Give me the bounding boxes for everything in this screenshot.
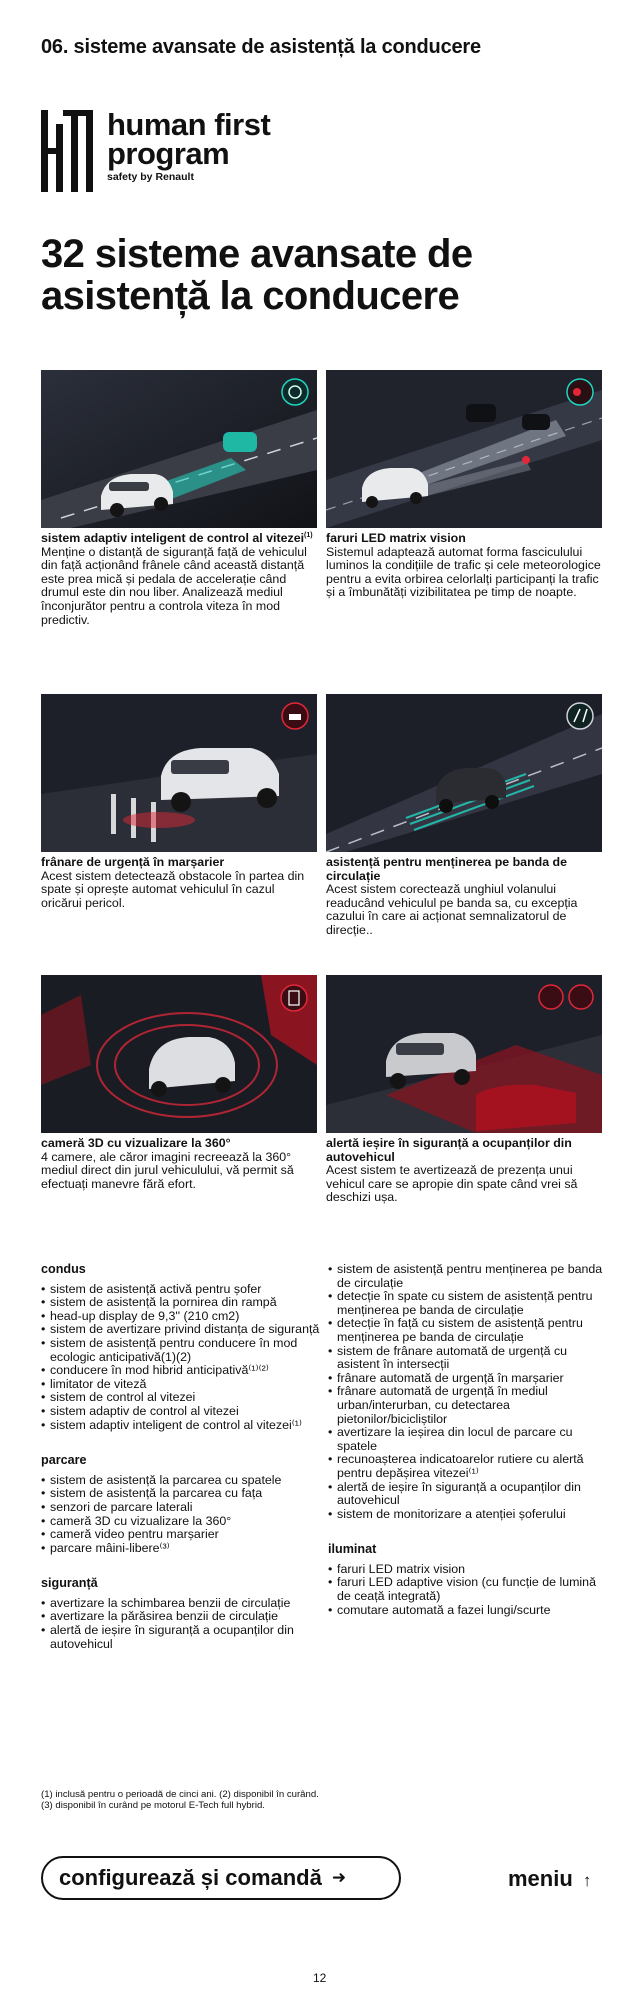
list-item: • recunoașterea indicatoarelor rutiere cu alertă pentru depășirea vitezei⁽¹⁾ <box>328 1453 603 1480</box>
feature-caption <box>326 532 602 600</box>
list-item: • sistem de asistență activă pentru șofer <box>41 1283 321 1297</box>
feature-title: alertă ieșire în siguranță a ocupanților din autovehicul <box>326 1136 572 1164</box>
feature-card-adaptive-cruise <box>41 370 317 627</box>
list-item: • avertizare la schimbarea benzii de circulație <box>41 1597 321 1611</box>
feature-card-matrix-led <box>326 370 602 600</box>
list-siguranta <box>41 1597 321 1651</box>
feature-card-360-camera <box>41 975 317 1191</box>
feature-image <box>326 975 602 1133</box>
feature-card-reverse-emergency-braking <box>41 694 317 910</box>
page-headline: 32 sisteme avansate de asistență la conducere <box>41 232 473 318</box>
list-item: • detecție în față cu sistem de asistență pentru menținerea pe banda de circulație <box>328 1317 603 1344</box>
footnote-line: (3) disponibil în curând pe motorul E-Tech full hybrid. <box>41 1800 265 1811</box>
feature-caption <box>41 532 317 627</box>
feature-description: Sistemul adaptează automat forma fasciculului luminos la condițiile de trafic și cele meteorologice pentru a evita orbirea celorlalți participanți la trafic și a îmbunătăți vizibilitatea pe timp de noapte. <box>326 544 601 600</box>
menu-link[interactable] <box>508 1866 591 1892</box>
systems-list-left <box>41 1263 321 1673</box>
human-first-logo <box>41 107 301 190</box>
feature-description: Menține o distanță de siguranță față de vehiculul din față acționând frânele când această distanță este prea mică și pedala de accelerație când drumul este din nou liber. Analizează mediul înconjurător pentru a controla viteza în mod predictiv. <box>41 544 307 627</box>
list-item: • sistem de asistență la parcarea cu spatele <box>41 1474 321 1488</box>
feature-title: cameră 3D cu vizualizare la 360° <box>41 1136 231 1150</box>
configure-order-button[interactable] <box>41 1856 401 1900</box>
menu-label: meniu <box>508 1866 573 1891</box>
page-number: 12 <box>313 1971 327 1985</box>
feature-description: 4 camere, ale căror imagini recreează la 360° mediul direct din jurul vehiculului, vă permit să efectuați manevre fără efort. <box>41 1149 294 1191</box>
feature-title: asistență pentru menținerea pe banda de circulație <box>326 855 567 883</box>
feature-title: sistem adaptiv inteligent de control al vitezei$^{(1)}$ <box>41 531 313 545</box>
logo-tagline: safety by Renault <box>107 171 194 183</box>
list-iluminat <box>328 1563 603 1617</box>
feature-description: Acest sistem te avertizează de prezența unui vehicul care se apropie din spate când vrei să deschizi ușa. <box>326 1163 578 1205</box>
arrow-right-icon: ➜ <box>331 1868 347 1887</box>
list-item: • sistem adaptiv inteligent de control al vitezei⁽¹⁾ <box>41 1419 321 1433</box>
feature-image <box>326 370 602 528</box>
feature-image <box>41 694 317 852</box>
hf-monogram-icon <box>41 110 99 192</box>
list-item: • alertă de ieșire în siguranță a ocupanților din autovehicul <box>328 1481 603 1508</box>
list-heading-siguranta: siguranță <box>41 1576 98 1591</box>
section-title: 06. sisteme avansate de asistență la conducere <box>41 36 481 58</box>
systems-list-right <box>328 1263 603 1639</box>
list-item: • frânare automată de urgență în marșarier <box>328 1372 603 1386</box>
list-siguranta-continued <box>328 1263 603 1521</box>
footnote-line: (1) inclusă pentru o perioadă de cinci ani. (2) disponibil în curând. <box>41 1789 319 1800</box>
list-item: • frânare automată de urgență în mediul urban/interurban, cu detectarea pietonilor/bicicliștilor <box>328 1385 603 1426</box>
feature-description: Acest sistem corectează unghiul volanului readucând vehiculul pe banda sa, cu excepția cazului în care ai acționat semnalizatorul de direcție.. <box>326 882 578 937</box>
list-parcare <box>41 1474 321 1556</box>
list-heading-parcare: parcare <box>41 1453 87 1468</box>
list-item: • head-up display de 9,3'' (210 cm2) <box>41 1310 321 1324</box>
list-item: • sistem de asistență la pornirea din rampă <box>41 1296 321 1310</box>
list-item: • avertizare la ieșirea din locul de parcare cu spatele <box>328 1426 603 1453</box>
list-condus <box>41 1283 321 1433</box>
list-item: • sistem de control al vitezei <box>41 1391 321 1405</box>
list-item: • cameră video pentru marșarier <box>41 1528 321 1542</box>
configure-order-label: configurează și comandă <box>59 1865 322 1890</box>
logo-wordmark <box>107 107 271 171</box>
feature-card-safe-exit <box>326 975 602 1205</box>
arrow-up-icon: ↑ <box>582 1871 592 1890</box>
feature-caption <box>326 1137 602 1205</box>
list-heading-iluminat: iluminat <box>328 1542 377 1557</box>
footnotes <box>41 1789 319 1811</box>
list-item: • sistem de monitorizare a atenției șoferului <box>328 1508 603 1522</box>
list-item: • faruri LED adaptive vision (cu funcție de lumină de ceață integrată) <box>328 1576 603 1603</box>
list-heading-condus: condus <box>41 1262 86 1276</box>
list-item: • sistem de frânare automată de urgență cu asistent în intersecții <box>328 1345 603 1372</box>
list-item: • detecție în spate cu sistem de asistență pentru menținerea pe banda de circulație <box>328 1290 603 1317</box>
list-item: • faruri LED matrix vision <box>328 1563 603 1577</box>
list-item: • sistem de asistență pentru menținerea pe banda de circulație <box>328 1263 603 1290</box>
feature-title: frânare de urgență în marșarier <box>41 855 225 869</box>
logo-line-1: human first <box>107 107 271 142</box>
list-item: • cameră 3D cu vizualizare la 360° <box>41 1515 321 1529</box>
feature-caption <box>41 856 317 910</box>
feature-image <box>41 370 317 528</box>
list-item: • sistem adaptiv de control al vitezei <box>41 1405 321 1419</box>
feature-caption <box>41 1137 317 1191</box>
list-item: • sistem de avertizare privind distanța de siguranță <box>41 1323 321 1337</box>
list-item: • parcare mâini-libere⁽³⁾ <box>41 1542 321 1556</box>
feature-title: faruri LED matrix vision <box>326 531 466 545</box>
list-item: • sistem de asistență pentru conducere în mod ecologic anticipativă(1)(2) <box>41 1337 321 1364</box>
feature-card-lane-keeping <box>326 694 602 938</box>
list-item: • limitator de viteză <box>41 1378 321 1392</box>
feature-image <box>326 694 602 852</box>
list-item: • avertizare la părăsirea benzii de circulație <box>41 1610 321 1624</box>
list-item: • alertă de ieșire în siguranță a ocupanților din autovehicul <box>41 1624 321 1651</box>
list-item: • conducere în mod hibrid anticipativă⁽¹⁾⁽²⁾ <box>41 1364 321 1378</box>
list-item: • sistem de asistență la parcarea cu fața <box>41 1487 321 1501</box>
list-item: • comutare automată a fazei lungi/scurte <box>328 1604 603 1618</box>
feature-caption <box>326 856 602 938</box>
feature-image <box>41 975 317 1133</box>
feature-description: Acest sistem detectează obstacole în partea din spate și oprește automat vehiculul în cazul oricărui pericol. <box>41 868 305 910</box>
logo-line-2: program <box>107 136 230 171</box>
list-item: • senzori de parcare laterali <box>41 1501 321 1515</box>
